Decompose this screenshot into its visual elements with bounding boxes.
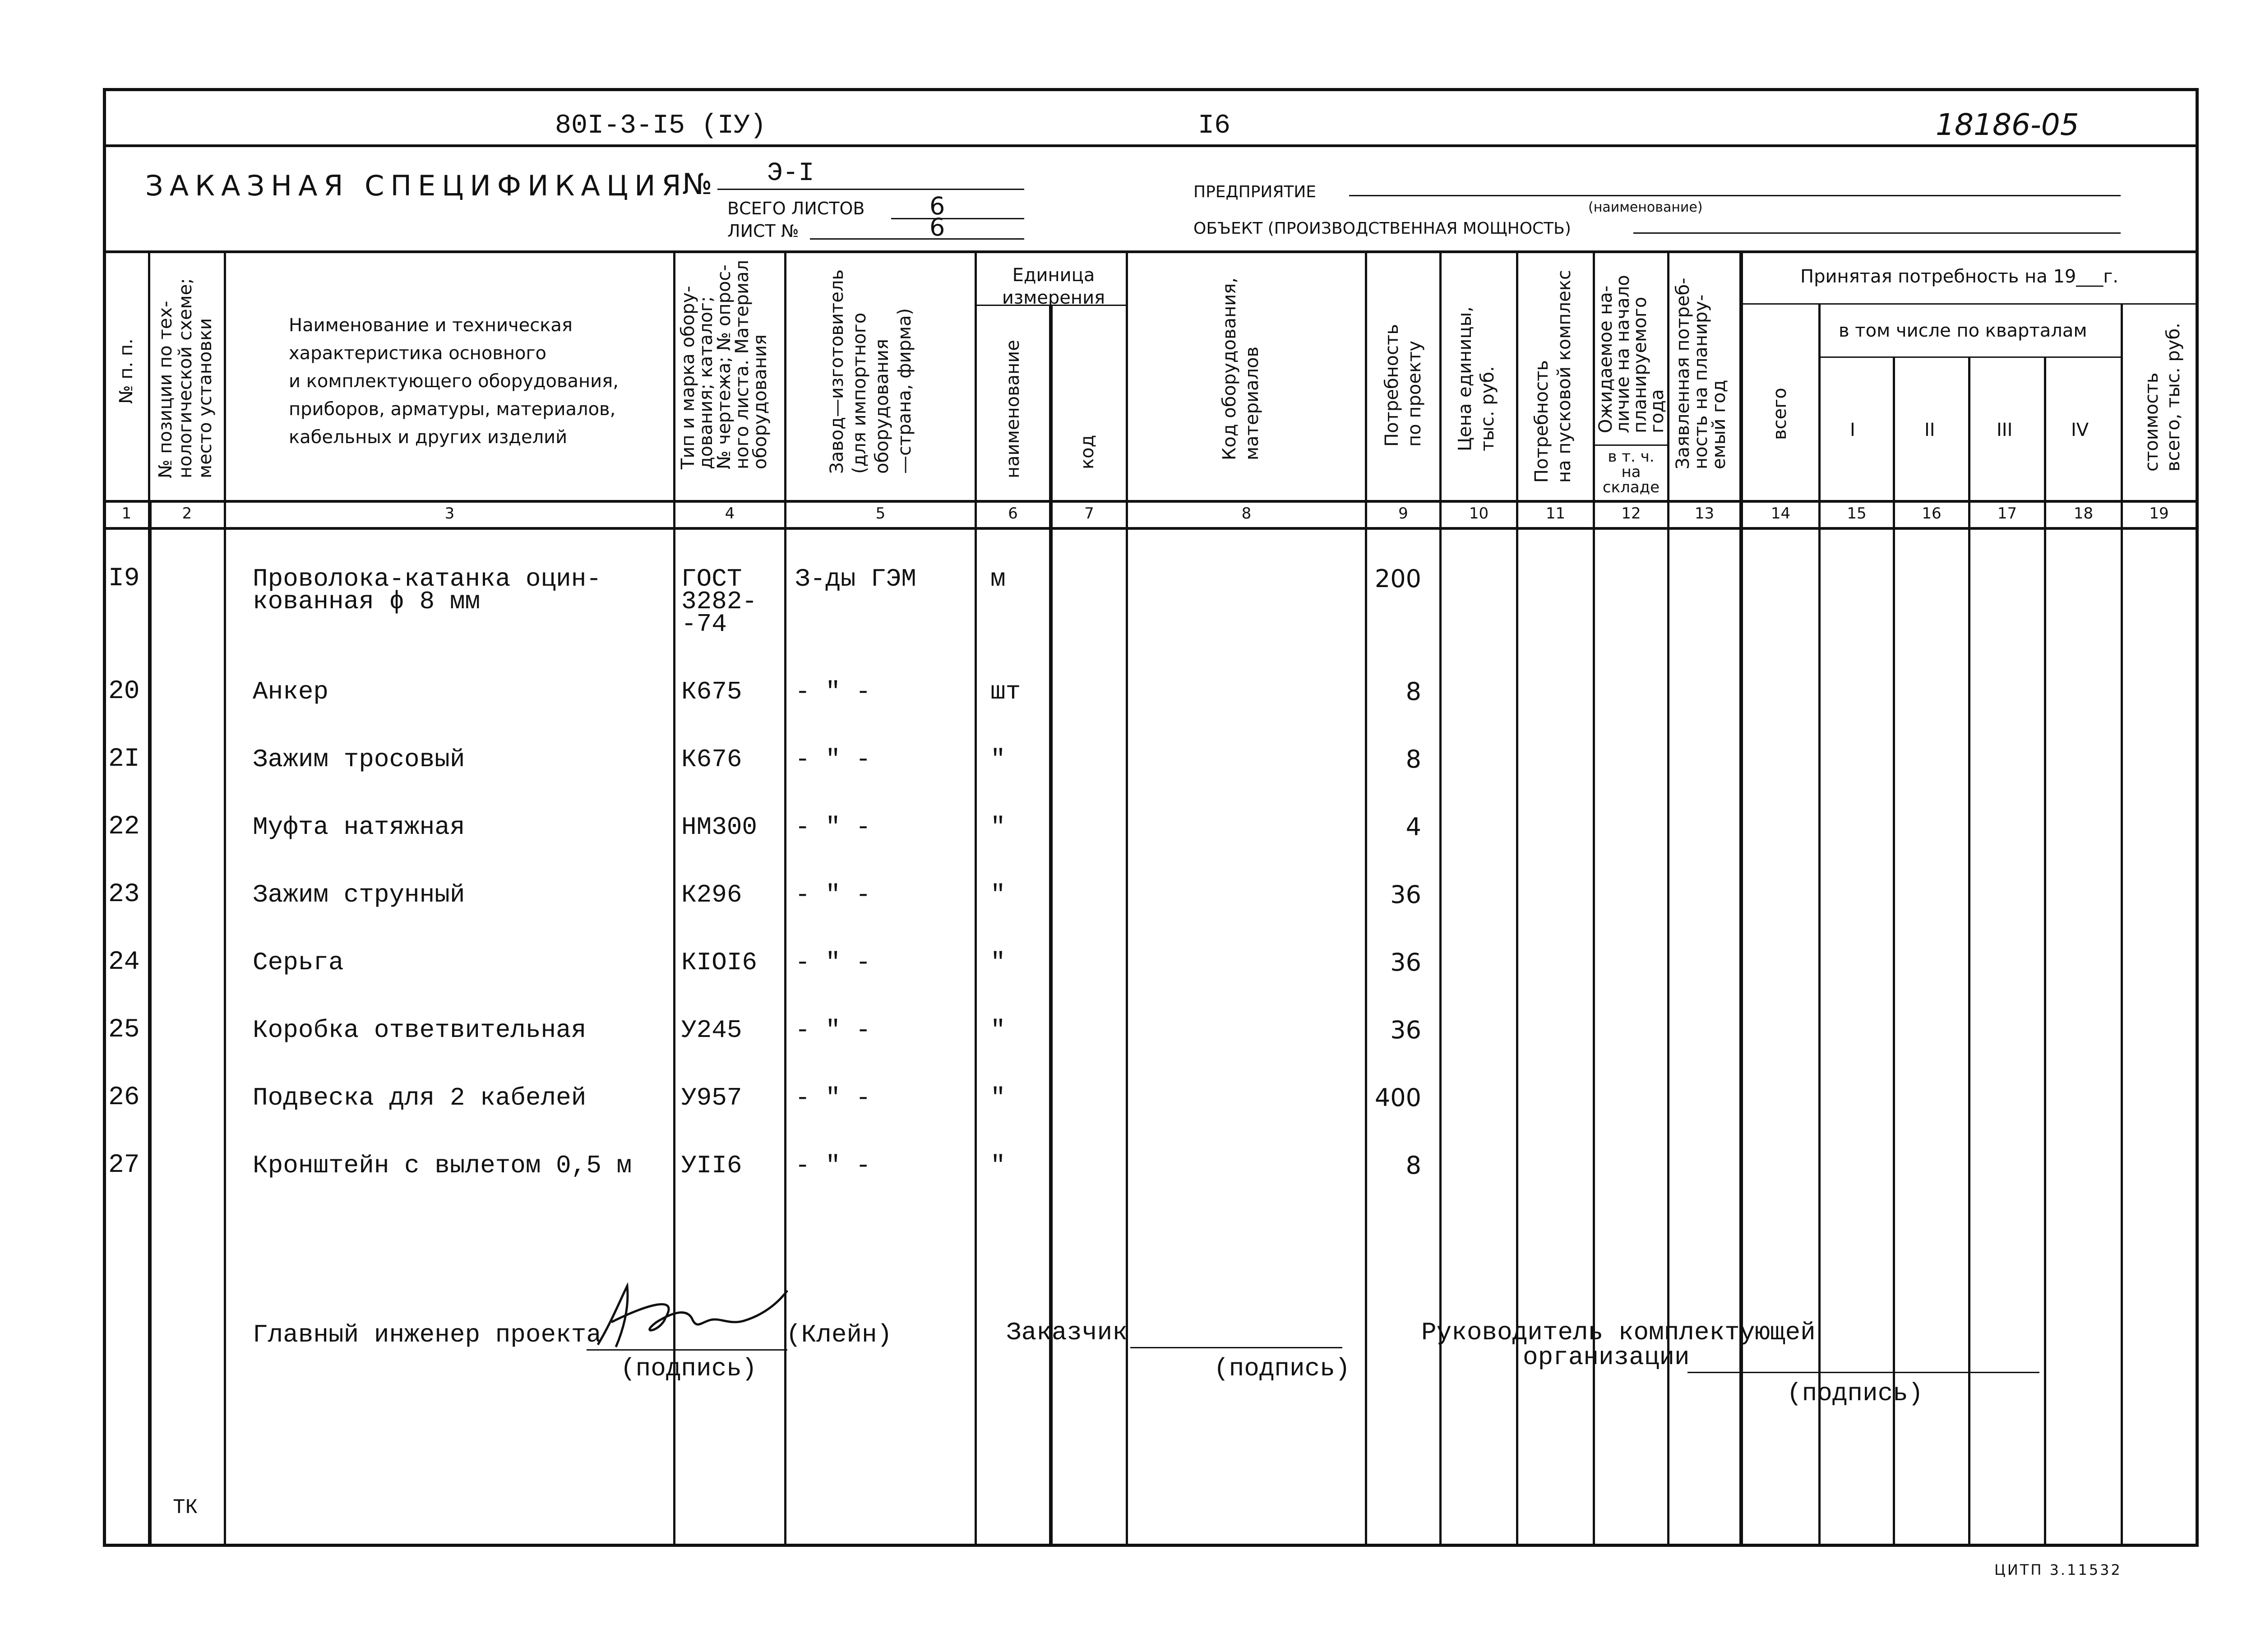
row-quantity: 36: [1390, 1016, 1421, 1044]
row-type: КIОI6: [681, 948, 758, 977]
inventory-number: 18186-05: [1936, 107, 2079, 142]
signature-line: [1687, 1372, 2039, 1373]
row-item-name: кованная ɸ 8 мм: [253, 587, 481, 616]
header-col-10: Цена единицы, тыс. руб.: [1455, 306, 1498, 451]
header-col-1: № п. п.: [116, 338, 137, 404]
row-quantity: 36: [1390, 880, 1421, 909]
chief-signature: [584, 1268, 792, 1354]
divider: [103, 250, 2199, 253]
col-number: 5: [875, 504, 886, 523]
row-maker: - " -: [795, 948, 871, 977]
col-number: 10: [1469, 504, 1489, 523]
col-number: 18: [2073, 504, 2094, 523]
spec-title: ЗАКАЗНАЯ СПЕЦИФИКАЦИЯ: [145, 169, 688, 202]
row-item-name: Зажим струнный: [253, 880, 465, 909]
customer-label: Заказчик: [1006, 1318, 1128, 1347]
customer-signature-hint: (подпись): [1214, 1354, 1350, 1383]
row-unit: м: [990, 565, 1006, 593]
col-line: [2121, 303, 2123, 1546]
header-col-8: Код оборудования, материалов: [1219, 277, 1262, 460]
row-type: К296: [681, 880, 742, 909]
row-unit: шт: [990, 677, 1021, 706]
spec-no-value: Э-I: [767, 159, 814, 188]
col-number: 17: [1997, 504, 2017, 523]
header-col-5: Завод—изготовитель (для импортного оборудования —страна, фирма): [827, 269, 915, 474]
row-item-name: Муфта натяжная: [253, 813, 465, 842]
total-sheets-label: ВСЕГО ЛИСТОВ: [727, 199, 865, 218]
col-number: 15: [1847, 504, 1867, 523]
name-hint: (наименование): [1588, 199, 1703, 215]
col-line: [1739, 250, 1743, 1546]
chief-signature-hint: (подпись): [620, 1354, 757, 1383]
document-code: 80I-3-I5 (IУ): [555, 111, 767, 141]
header-col-15: I: [1850, 420, 1855, 440]
row-item-name: Подвеска для 2 кабелей: [253, 1083, 587, 1112]
row-number: 25: [108, 1015, 140, 1045]
row-number: I9: [108, 564, 140, 593]
row-type: 3282-: [681, 587, 758, 616]
header-accepted-group: Принятая потребность на 19___г.: [1800, 266, 2119, 287]
col-number: 7: [1084, 504, 1094, 523]
row-item-name: Кронштейн с вылетом 0,5 м: [253, 1151, 632, 1180]
row-unit: ": [990, 948, 1006, 977]
header-unit-group: Единица измерения: [1002, 265, 1105, 308]
row-unit: ": [990, 1151, 1006, 1180]
accepted-divider: [1739, 303, 2196, 305]
row-quantity: 36: [1390, 948, 1421, 976]
row-unit: ": [990, 1016, 1006, 1045]
col-number: 4: [725, 504, 735, 523]
underline: [891, 218, 1024, 219]
row-unit: ": [990, 880, 1006, 909]
head-label-line-2: организации: [1523, 1343, 1690, 1372]
col-number: 9: [1398, 504, 1408, 523]
header-quarters-group: в том числе по кварталам: [1839, 320, 2087, 341]
header-col-7: код: [1077, 435, 1098, 469]
row-unit: ": [990, 745, 1006, 774]
col-number: 8: [1241, 504, 1252, 523]
row-number: 23: [108, 880, 140, 909]
row-item-name: Проволока-катанка оцин-: [253, 565, 601, 593]
row-type: -74: [681, 610, 727, 639]
divider: [103, 144, 2199, 147]
col-line: [1049, 305, 1053, 1546]
row-maker: - " -: [795, 745, 871, 774]
sheet-no-label: ЛИСТ №: [727, 221, 799, 241]
col-line: [1968, 356, 1970, 1546]
page-number: I6: [1198, 111, 1231, 141]
signature-line: [587, 1349, 787, 1351]
row-unit: ": [990, 813, 1006, 842]
row-type: К675: [681, 677, 742, 706]
row-number: 20: [108, 677, 140, 706]
underline: [1633, 232, 2121, 234]
stock-divider: [1593, 444, 1667, 446]
row-number: 24: [108, 948, 140, 977]
enterprise-label: ПРЕДПРИЯТИЕ: [1193, 183, 1317, 201]
row-type: У957: [681, 1083, 742, 1112]
row-item-name: Серьга: [253, 948, 344, 977]
row-item-name: Зажим тросовый: [253, 745, 465, 774]
col-number: 6: [1008, 504, 1018, 523]
col-number: 16: [1922, 504, 1942, 523]
row-maker: - " -: [795, 1016, 871, 1045]
row-type: УII6: [681, 1151, 742, 1180]
footer-stamp: ЦИТП 3.11532: [1994, 1561, 2122, 1578]
header-col-3: Наименование и техническая характеристика основного и комплектующего оборудования, приборов, арматуры, материалов, кабельных и других изделий: [289, 315, 619, 448]
row-type: ГОСТ: [681, 565, 742, 593]
header-col-19: стоимость всего, тыс. руб.: [2141, 323, 2184, 472]
row-item-name: Анкер: [253, 677, 329, 706]
underline: [1349, 195, 2121, 196]
col-line: [2044, 356, 2046, 1546]
row-maker: - " -: [795, 880, 871, 909]
col-line: [975, 250, 977, 1546]
row-maker: - " -: [795, 813, 871, 842]
header-col-4: Тип и марка обору- дования; каталог; № чертежа; № опрос- ного листа. Материал оборудования: [678, 259, 771, 469]
header-col-18: IV: [2071, 420, 2089, 440]
col-number: 14: [1771, 504, 1791, 523]
row-quantity: 4: [1405, 813, 1421, 841]
row-maker: З-ды ГЭМ: [795, 565, 916, 593]
row-item-name: Коробка ответвительная: [253, 1016, 587, 1045]
chief-engineer-name: (Клейн): [786, 1320, 892, 1349]
chief-engineer-label: Главный инженер проекта: [253, 1320, 601, 1349]
col-line: [1126, 250, 1128, 1546]
col-number: 13: [1694, 504, 1715, 523]
head-signature-hint: (подпись): [1787, 1379, 1923, 1408]
header-col-14: всего: [1770, 388, 1790, 440]
col-line: [148, 500, 152, 1546]
header-col-11: Потребность на пусковой комплекс: [1531, 270, 1575, 483]
col-line: [1516, 250, 1518, 1546]
header-col-2: № позиции по тех- нологической схеме; место установки: [155, 278, 216, 478]
total-sheets-value: 6: [929, 192, 945, 220]
col-number: 19: [2149, 504, 2169, 523]
header-col-16: II: [1924, 420, 1935, 440]
row-unit: ": [990, 1083, 1006, 1112]
col-number: 12: [1621, 504, 1641, 523]
head-label-line-1: Руководитель комплектующей: [1421, 1318, 1816, 1347]
col-line: [1439, 250, 1442, 1546]
row-maker: - " -: [795, 1151, 871, 1180]
signature-line: [1130, 1347, 1342, 1348]
col-number: 3: [444, 504, 455, 523]
row-maker: - " -: [795, 677, 871, 706]
spec-no-label: №: [682, 168, 712, 201]
underline: [810, 238, 1024, 240]
header-col-6: наименование: [1003, 340, 1023, 478]
col-number: 2: [182, 504, 192, 523]
col-line: [224, 250, 226, 1546]
underline: [717, 189, 1024, 190]
row-type: У245: [681, 1016, 742, 1045]
row-number: 26: [108, 1083, 140, 1112]
row-type: К676: [681, 745, 742, 774]
row-number: 27: [108, 1151, 140, 1180]
row-quantity: 8: [1405, 745, 1421, 773]
divider: [103, 500, 2199, 503]
row-quantity: 8: [1405, 1151, 1421, 1180]
header-col-9: Потребность по проекту: [1382, 324, 1425, 447]
header-col-17: III: [1997, 420, 2013, 440]
row-number: 2I: [108, 745, 140, 774]
col-number: 1: [121, 504, 132, 523]
divider: [103, 527, 2199, 530]
tk-mark: ТК: [173, 1496, 198, 1519]
row-quantity: 8: [1405, 677, 1421, 706]
sheet-no-value: 6: [929, 213, 945, 241]
row-number: 22: [108, 812, 140, 842]
row-quantity: 200: [1374, 565, 1421, 593]
row-quantity: 400: [1374, 1083, 1421, 1112]
col-number: 11: [1545, 504, 1566, 523]
header-col-13: Заявленная потреб- ность на планиру- емый год: [1673, 278, 1729, 469]
row-type: НМ300: [681, 813, 758, 842]
row-maker: - " -: [795, 1083, 871, 1112]
header-col-12: Ожидаемое на- личие на начало планируемого года: [1595, 275, 1668, 433]
col-line: [1818, 303, 1821, 1546]
col-line: [1893, 356, 1895, 1546]
object-label: ОБЪЕКТ (ПРОИЗВОДСТВЕННАЯ МОЩНОСТЬ): [1193, 219, 1571, 238]
header-col-12-stock: в т. ч. на складе: [1602, 448, 1660, 496]
